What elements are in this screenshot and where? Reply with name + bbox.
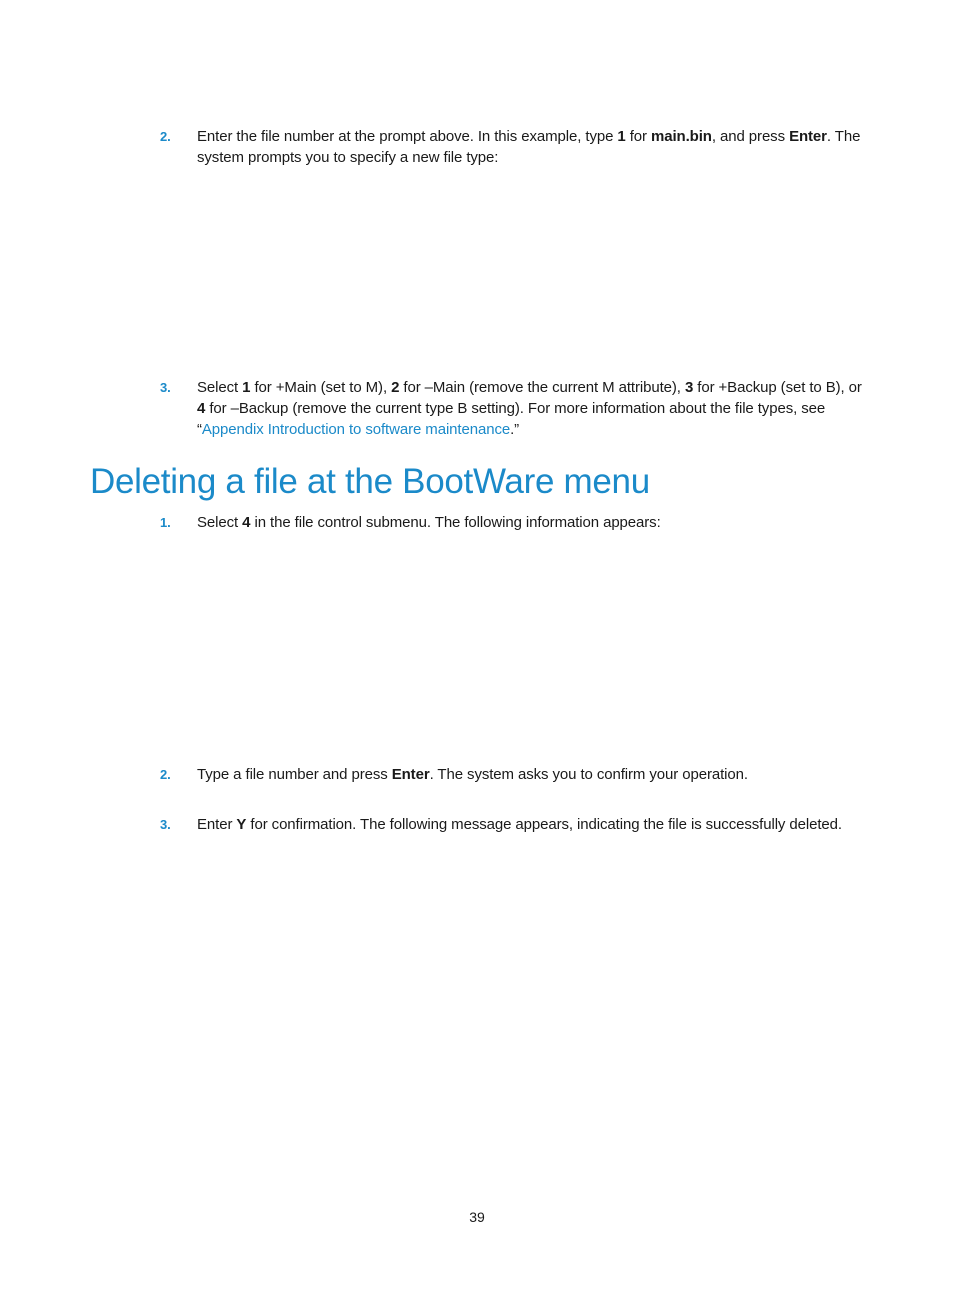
step-text (197, 814, 870, 835)
step-text (197, 512, 870, 533)
step-2-type-file-number (160, 764, 870, 785)
bold-term: Enter (789, 128, 827, 145)
bold-term: 1 (617, 128, 626, 145)
bold-term: Y (236, 816, 247, 833)
step-number: 1. (160, 515, 171, 530)
text-run: Enter (197, 816, 237, 833)
text-run: , and press (711, 128, 790, 145)
text-run: for –Backup (remove the current type B setting). For more information about the file types, see “ (197, 400, 826, 438)
step-number: 2. (160, 129, 171, 144)
step-text (197, 764, 870, 785)
step-number: 3. (160, 817, 171, 832)
step-text (197, 377, 870, 440)
bold-term: 3 (684, 379, 694, 396)
text-run: Select (197, 379, 243, 396)
text-run: . The system prompts you to specify a new file type: (197, 128, 861, 166)
text-run: for (625, 128, 651, 145)
text-run: for +Backup (set to B), or (693, 379, 862, 396)
text-run: Select (197, 514, 243, 531)
text-run: for +Main (set to M), (250, 379, 392, 396)
cross-reference-link[interactable]: Appendix Introduction to software maintenance (201, 421, 511, 438)
text-run: . The system asks you to confirm your operation. (429, 766, 748, 783)
section-heading: Deleting a file at the BootWare menu (90, 462, 650, 501)
page-number: 39 (469, 1209, 485, 1225)
bold-term: main.bin (651, 128, 712, 145)
bold-term: 4 (242, 514, 251, 531)
bold-term: Enter (391, 766, 430, 783)
text-run: .” (510, 421, 520, 438)
text-run: Enter the file number at the prompt above. In this example, type (197, 128, 618, 145)
step-text (197, 126, 870, 168)
text-run: Type a file number and press (197, 766, 392, 783)
bold-term: 1 (242, 379, 251, 396)
bold-term: 2 (391, 379, 400, 396)
step-2-enter-file-number (160, 126, 870, 168)
step-number: 2. (160, 767, 171, 782)
text-run: in the file control submenu. The following information appears: (250, 514, 661, 531)
bold-term: 4 (197, 400, 206, 417)
text-run: for confirmation. The following message appears, indicating the file is successfully deleted. (246, 816, 842, 833)
step-number: 3. (160, 380, 171, 395)
text-run: for –Main (remove the current M attribute), (399, 379, 685, 396)
step-3-select-file-type (160, 377, 870, 440)
step-3-confirm-delete (160, 814, 870, 835)
step-1-select-delete (160, 512, 870, 533)
